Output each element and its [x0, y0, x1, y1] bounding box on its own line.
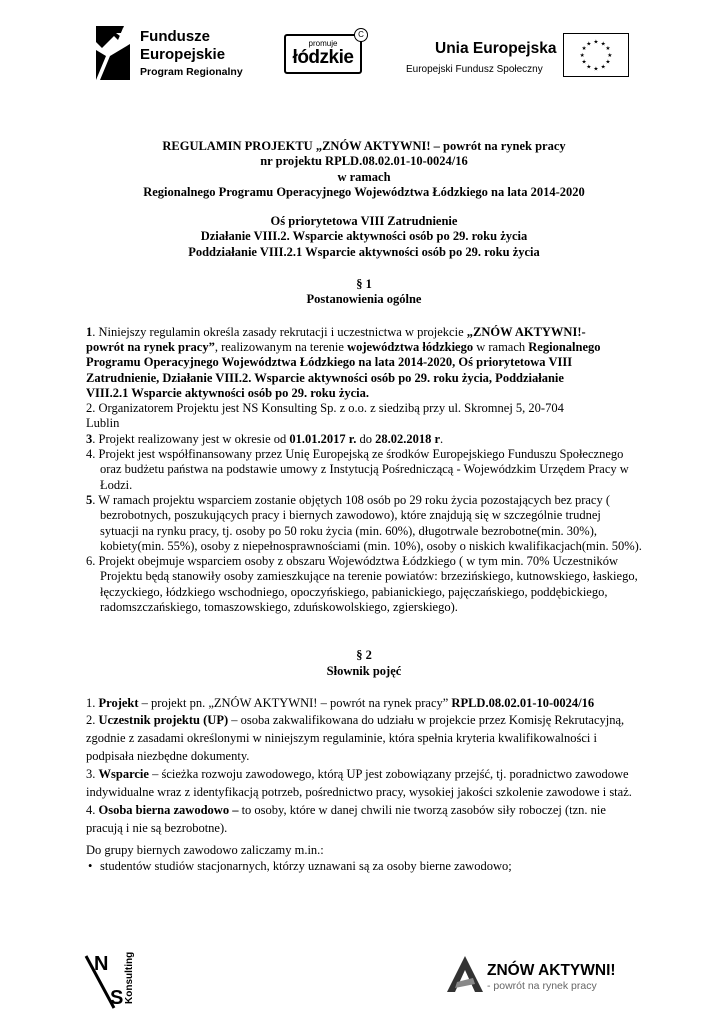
- fe-line2: Europejskie: [140, 46, 226, 63]
- p1-j: VIII.2.1 Wsparcie aktywności osób po 29. roku życia.: [86, 385, 370, 400]
- title-line5: Oś priorytetowa VIII Zatrudnienie: [270, 214, 458, 229]
- znow-aktywni-a-icon: [447, 956, 485, 992]
- d1-num: 1.: [86, 695, 99, 710]
- za-subtitle: - powrót na rynek pracy: [487, 980, 597, 992]
- s1-paragraph2: [86, 401, 642, 432]
- title-line4: Regionalnego Programu Operacyjnego Województwa Łódzkiego na lata 2014-2020: [143, 184, 585, 199]
- s2-definition4: [86, 801, 642, 837]
- svg-text:★: ★: [579, 52, 585, 59]
- fundusze-europejskie-logo: [96, 22, 271, 86]
- d4-term: Osoba bierna zawodowo –: [98, 803, 239, 818]
- nks-s-letter: S: [110, 987, 124, 1009]
- p1-num: 1: [86, 324, 93, 339]
- p3-e: .: [440, 431, 444, 446]
- nks-word: Konsulting: [124, 951, 135, 1004]
- list-item: • studentów studiów stacjonarnych, którzy uznawani są za osoby bierne zawodowo;: [86, 859, 642, 874]
- p1-h: Programu Operacyjnego Województwa Łódzkiego na lata 2014-2020, Oś priorytetowa VIII: [86, 355, 573, 370]
- d1-b: RPLD.08.02.01-10-0024/16: [451, 695, 595, 710]
- pl-big-text: łódzkie: [292, 47, 354, 68]
- p5-num: 5: [86, 492, 93, 507]
- svg-text:★: ★: [593, 39, 599, 46]
- s2-definition1: [86, 696, 642, 711]
- title-line3: w ramach: [337, 169, 391, 184]
- svg-text:★: ★: [586, 41, 592, 48]
- d3-num: 3.: [86, 767, 99, 782]
- p5-text: . W ramach projektu wsparciem zostanie objętych 108 osób po 29 roku życia pozostających bez pracy ( bezrobotnych, poszukujących pracy i biernych zawodowo), które znajdują się w szczególnie trudnej sytuacji na rynku pracy, tj. osoby po 50 roku życia (min. 60%), długotrwale bezrobotne(min. 30%), kobiety(min. 55%), osoby z niepełnosprawnościami (min. 10%), osoby o niskich kwalifikacjach(min. 50%).: [92, 492, 642, 553]
- s1-paragraph4: 4. Projekt jest współfinansowany przez Unię Europejską ze środków Europejskiego Funduszu Społecznego oraz budżetu państwa na podstawie umowy z Instytucją Pośredniczącą - Wojewódzkim Urzędem Pracy w Łodzi.: [86, 447, 629, 492]
- svg-text:★: ★: [605, 46, 611, 53]
- d2-term: Uczestnik projektu (UP): [98, 713, 229, 728]
- svg-text:★: ★: [581, 46, 587, 53]
- svg-text:★: ★: [586, 64, 592, 71]
- svg-text:★: ★: [600, 64, 606, 71]
- svg-text:★: ★: [607, 52, 613, 59]
- fe-line1: Fundusze: [140, 28, 210, 45]
- document-body: [86, 139, 642, 874]
- svg-text:★: ★: [581, 59, 587, 66]
- section1-number: § 1: [356, 277, 372, 292]
- pl-circle-mark: C: [354, 28, 368, 42]
- title-line6: Działanie VIII.2. Wsparcie aktywności osób po 29. roku życia: [200, 229, 528, 244]
- p1-e: województwa łódzkiego: [347, 339, 474, 354]
- p3-b: 01.01.2017 r.: [289, 431, 357, 446]
- p1-f: w ramach: [473, 339, 529, 354]
- svg-text:★: ★: [605, 59, 611, 66]
- d3-text: – ścieżka rozwoju zawodowego, którą UP jest zobowiązany przejść, tj. poradnictwo zawodowe indywidualne wraz z identyfikacją potrzeb, pośrednictwo pracy, wysokiej jakości szkolenie zawodowe i staż.: [86, 767, 632, 800]
- s2-definition3: [86, 765, 642, 801]
- za-title: ZNÓW AKTYWNI!: [487, 962, 616, 979]
- ns-konsulting-logo: [84, 944, 150, 1010]
- pl-small-text: promuje: [308, 39, 338, 48]
- d3-term: Wsparcie: [98, 767, 149, 782]
- s1-paragraph3: [86, 432, 642, 447]
- title-line1: REGULAMIN PROJEKTU „ZNÓW AKTYWNI! – powrót na rynek pracy: [162, 139, 566, 153]
- nks-n-letter: N: [94, 953, 109, 975]
- ue-title: Unia Europejska: [435, 40, 557, 57]
- svg-text:★: ★: [593, 66, 599, 73]
- eu-flag-icon: [563, 33, 629, 77]
- d1-a: – projekt pn. „ZNÓW AKTYWNI! – powrót na rynek pracy”: [138, 695, 452, 710]
- p2-b: Lublin: [86, 416, 120, 431]
- ue-subtitle: Europejski Fundusz Społeczny: [406, 64, 543, 75]
- p1-g: Regionalnego: [528, 339, 601, 354]
- p3-c: do: [356, 431, 376, 446]
- p1-d: , realizowanym na terenie: [214, 339, 348, 354]
- ns-konsulting-mark: [84, 944, 150, 1010]
- group-intro: Do grupy biernych zawodowo zaliczamy m.in.:: [86, 843, 324, 858]
- promuje-lodzkie-logo: [284, 30, 370, 76]
- d2-num: 2.: [86, 713, 99, 728]
- s1-paragraph6: 6. Projekt obejmuje wsparciem osoby z obszaru Województwa Łódzkiego ( w tym min. 70% Uczestników Projektu będą stanowiły osoby zamieszkujące na terenie powiatów: brzezińskiego, kutnowskiego, łaskiego, łęczyckiego, łódzkiego wschodniego, opoczyńskiego, pabianickiego, pajęczańskiego, poddębickiego, radomszczańskiego, tomaszowskiego, zduńskowolskiego, zgierskiego).: [86, 554, 638, 615]
- page-header: [0, 0, 725, 105]
- title-line2: nr projektu RPLD.08.02.01-10-0024/16: [260, 154, 468, 169]
- section2-number: § 2: [356, 648, 372, 663]
- d2-text: – osoba zakwalifikowana do udziału w projekcie przez Komisję Rekrutacyjną, zgodnie z zasadami określonymi w niniejszym regulaminie, która spełnia kryteria kwalifikowalności i podpisała niezbędne dokumenty.: [86, 713, 625, 764]
- p2-a: 2. Organizatorem Projektu jest NS Konsulting Sp. z o.o. z siedzibą przy ul. Skromnej 5, 20-704: [86, 401, 564, 416]
- p1-a: . Niniejszy regulamin określa zasady rekrutacji i uczestnictwa w projekcie: [92, 324, 467, 339]
- znow-aktywni-logo: [447, 954, 616, 996]
- p3-d: 28.02.2018 r: [375, 431, 441, 446]
- p1-c: powrót na rynek pracy”: [86, 339, 215, 354]
- s2-definition2: [86, 711, 642, 765]
- title-line7: Poddziałanie VIII.2.1 Wsparcie aktywności osób po 29. roku życia: [188, 244, 540, 259]
- p1-b: „ZNÓW AKTYWNI!-: [466, 324, 586, 339]
- s1-paragraph5: [86, 493, 642, 554]
- d4-num: 4.: [86, 803, 99, 818]
- p3-a: . Projekt realizowany jest w okresie od: [92, 431, 290, 446]
- d1-term: Projekt: [98, 695, 139, 710]
- p1-i: Zatrudnienie, Działanie VIII.2. Wsparcie aktywności osób po 29. roku życia, Poddziałanie: [86, 370, 564, 385]
- p3-num: 3: [86, 431, 93, 446]
- d4-text: to osoby, które w danej chwili nie tworzą zasobów siły roboczej (tzn. nie pracują i nie są bezrobotne).: [86, 803, 606, 836]
- section1-heading: Postanowienia ogólne: [306, 292, 422, 307]
- section2-heading: Słownik pojęć: [326, 663, 402, 678]
- s1-paragraph1: [86, 325, 642, 401]
- svg-text:★: ★: [600, 41, 606, 48]
- fe-line3: Program Regionalny: [140, 66, 243, 78]
- fe-star-mark-icon: [96, 26, 132, 80]
